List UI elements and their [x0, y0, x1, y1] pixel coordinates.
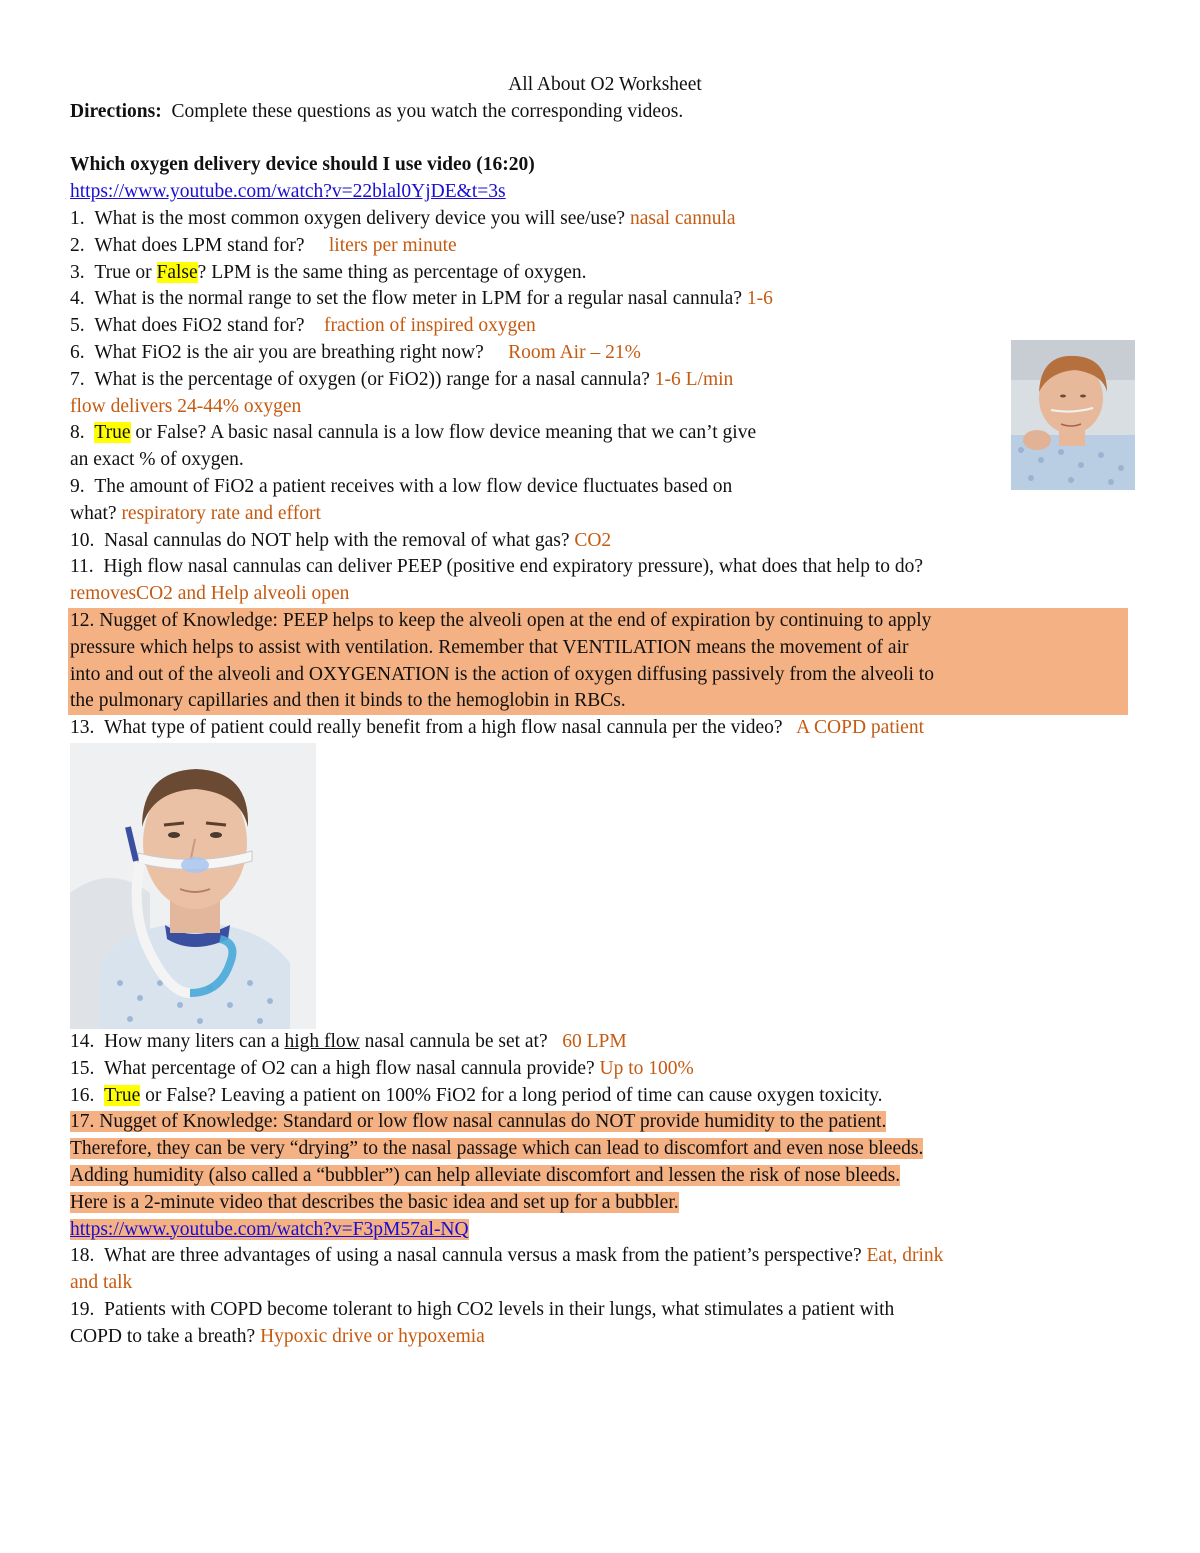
question-text: an exact % of oxygen. [70, 449, 244, 471]
question-number: 15. [70, 1057, 95, 1079]
answer-text: respiratory rate and effort [121, 502, 321, 524]
answer-text: 1-6 L/min [654, 368, 734, 390]
question-number: 16. [70, 1084, 95, 1106]
underlined-text: high flow [284, 1030, 360, 1052]
video-link-2-line [70, 1217, 1130, 1244]
answer-text: liters per minute [328, 234, 457, 256]
question-number: 4. [70, 288, 85, 310]
question-4 [70, 286, 1130, 313]
question-text: What are three advantages of using a nasal cannula versus a mask from the patient’s perspective? [104, 1245, 862, 1267]
question-13 [70, 715, 1130, 742]
answer-text: Room Air – 21% [508, 341, 641, 363]
video-link-2[interactable]: https://www.youtube.com/watch?v=F3pM57al-NQ [70, 1218, 469, 1240]
video-link-1-line [70, 179, 1130, 206]
question-5 [70, 313, 1130, 340]
question-19-cont [70, 1324, 1130, 1351]
answer-text: fraction of inspired oxygen [324, 315, 536, 337]
question-number: 2. [70, 234, 85, 256]
question-8-cont [70, 447, 1130, 474]
nugget-line: 12. Nugget of Knowledge: PEEP helps to keep the alveoli open at the end of expiration by continuing to apply [70, 609, 932, 631]
question-text: ? LPM is the same thing as percentage of oxygen. [197, 261, 587, 283]
question-text: What percentage of O2 can a high flow nasal cannula provide? [104, 1057, 595, 1079]
section-title [70, 152, 1130, 179]
question-8 [70, 420, 1130, 447]
question-11 [70, 554, 1130, 581]
question-16 [70, 1083, 1130, 1110]
answer-text: and talk [70, 1272, 133, 1294]
question-18-cont [70, 1270, 1130, 1297]
patient-photo-nasal-cannula [1011, 340, 1135, 490]
section-title-text: Which oxygen delivery device should I use video (16:20) [70, 154, 535, 176]
question-number: 5. [70, 315, 85, 337]
answer-text: A COPD patient [796, 717, 924, 739]
question-6 [70, 340, 1130, 367]
question-number: 18. [70, 1245, 95, 1267]
nugget-line: into and out of the alveoli and OXYGENATION is the action of oxygen diffusing passively from the alveoli to [70, 663, 934, 685]
question-7-cont [70, 394, 1130, 421]
question-19 [70, 1297, 1130, 1324]
question-number: 14. [70, 1030, 95, 1052]
question-text: What FiO2 is the air you are breathing right now? [94, 341, 484, 363]
question-9-cont [70, 501, 1130, 528]
highlighted-answer: False [156, 261, 198, 283]
directions-line [70, 99, 1130, 126]
question-text: The amount of FiO2 a patient receives with a low flow device fluctuates based on [94, 475, 733, 497]
question-11-answer [70, 581, 1130, 608]
question-18 [70, 1243, 1130, 1270]
answer-text: removesCO2 and Help alveoli open [70, 583, 350, 605]
question-text: What is the most common oxygen delivery device you will see/use? [94, 207, 626, 229]
question-number: 13. [70, 717, 95, 739]
question-number: 8. [70, 422, 85, 444]
question-text: Patients with COPD become tolerant to high CO2 levels in their lungs, what stimulates a patient with [104, 1298, 895, 1320]
answer-text: CO2 [574, 529, 612, 551]
highlighted-answer: True [94, 422, 131, 444]
nugget-line [70, 1163, 1130, 1190]
question-2 [70, 233, 1130, 260]
video-link-1[interactable]: https://www.youtube.com/watch?v=22blal0YjDE&t=3s [70, 181, 506, 203]
answer-text: Up to 100% [599, 1057, 694, 1079]
question-text: what? [70, 502, 117, 524]
answer-text: nasal cannula [629, 207, 736, 229]
page-title: All About O2 Worksheet [508, 74, 702, 95]
question-text: What is the percentage of oxygen (or FiO2)) range for a nasal cannula? [94, 368, 650, 390]
nugget-line [70, 1190, 1130, 1217]
question-text: How many liters can a [104, 1030, 280, 1052]
question-text: What does FiO2 stand for? [94, 315, 305, 337]
question-text: What is the normal range to set the flow meter in LPM for a regular nasal cannula? [94, 288, 742, 310]
question-number: 19. [70, 1298, 95, 1320]
nugget-text: Therefore, they can be very “drying” to the nasal passage which can lead to discomfort and even nose bleeds. [70, 1138, 924, 1160]
question-text: What type of patient could really benefit from a high flow nasal cannula per the video? [104, 717, 783, 739]
answer-text: Hypoxic drive or hypoxemia [260, 1325, 485, 1347]
question-number: 9. [70, 475, 85, 497]
question-number: 3. [70, 261, 85, 283]
nugget-text: Adding humidity (also called a “bubbler”) can help alleviate discomfort and lessen the risk of nose bleeds. [70, 1164, 901, 1186]
question-15 [70, 1056, 1130, 1083]
nugget-line [70, 1136, 1130, 1163]
question-text: Nasal cannulas do NOT help with the removal of what gas? [104, 529, 570, 551]
question-7 [70, 367, 1130, 394]
patient-photo-high-flow-cannula [70, 743, 316, 1029]
directions-label: Directions: [70, 100, 162, 122]
question-number: 11. [70, 556, 94, 578]
nugget-of-knowledge-17 [70, 1109, 1130, 1243]
question-number: 7. [70, 368, 85, 390]
nugget-text: Here is a 2-minute video that describes the basic idea and set up for a bubbler. [70, 1191, 679, 1213]
answer-text: 60 LPM [562, 1030, 627, 1052]
nugget-text: 17. Nugget of Knowledge: Standard or low flow nasal cannulas do NOT provide humidity to the patient. [70, 1111, 887, 1133]
worksheet-page [70, 72, 1130, 1350]
question-text: High flow nasal cannulas can deliver PEEP (positive end expiratory pressure), what does that help to do? [103, 556, 924, 578]
question-number: 10. [70, 529, 95, 551]
question-number: 1. [70, 207, 85, 229]
question-text: What does LPM stand for? [94, 234, 305, 256]
question-14 [70, 1029, 1130, 1056]
question-3 [70, 260, 1130, 287]
question-number: 6. [70, 341, 85, 363]
question-text: COPD to take a breath? [70, 1325, 256, 1347]
question-10 [70, 528, 1130, 555]
directions-text: Complete these questions as you watch the corresponding videos. [171, 100, 684, 122]
question-text: or False? A basic nasal cannula is a low flow device meaning that we can’t give [135, 422, 757, 444]
answer-text: flow delivers 24-44% oxygen [70, 395, 302, 417]
spacer [70, 126, 1130, 153]
question-text: nasal cannula be set at? [364, 1030, 548, 1052]
nugget-line: the pulmonary capillaries and then it binds to the hemoglobin in RBCs. [70, 690, 626, 712]
nugget-of-knowledge-12 [68, 608, 1128, 715]
answer-text: 1-6 [746, 288, 773, 310]
question-text: or False? Leaving a patient on 100% FiO2 for a long period of time can cause oxygen toxicity. [145, 1084, 883, 1106]
question-1 [70, 206, 1130, 233]
answer-text: Eat, drink [866, 1245, 944, 1267]
nugget-line [70, 1109, 1130, 1136]
nugget-line: pressure which helps to assist with ventilation. Remember that VENTILATION means the movement of air [70, 636, 909, 658]
question-text: True or [94, 261, 152, 283]
question-9 [70, 474, 1130, 501]
highlighted-answer: True [104, 1084, 141, 1106]
